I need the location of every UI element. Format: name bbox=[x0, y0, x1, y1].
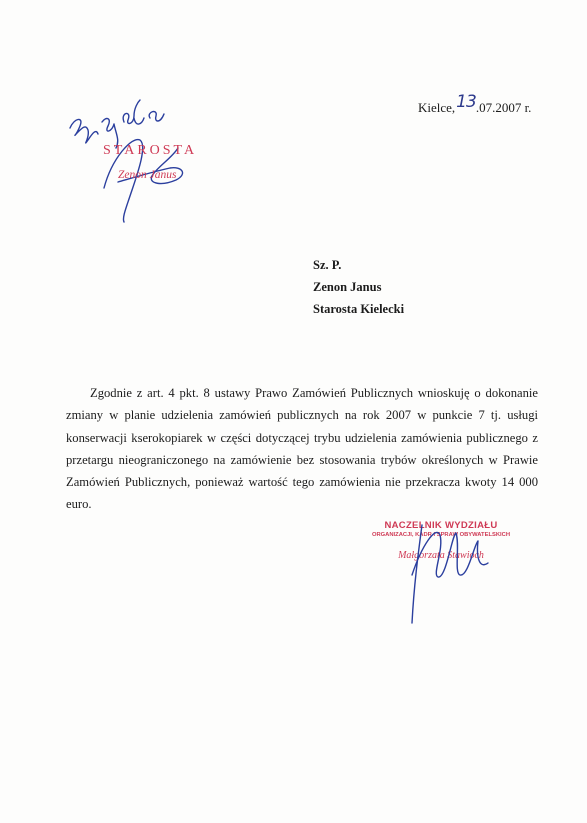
place-and-date bbox=[418, 92, 532, 117]
recipient-salutation: Sz. P. bbox=[313, 258, 342, 272]
recipient-title: Starosta Kielecki bbox=[313, 302, 405, 316]
place: Kielce, bbox=[418, 100, 456, 115]
date-rest: .07.2007 r. bbox=[475, 100, 532, 115]
starosta-stamp-holder: Zenon Janus bbox=[118, 169, 177, 181]
starosta-stamp-office: STAROSTA bbox=[103, 143, 198, 158]
recipient-name: Zenon Janus bbox=[313, 280, 382, 294]
department-stamp-title: NACZELNIK WYDZIAŁU bbox=[384, 520, 498, 531]
starosta-stamp bbox=[103, 143, 223, 181]
department-stamp-name: Małgorzata Stawioch bbox=[398, 550, 484, 561]
body-paragraph: Zgodnie z art. 4 pkt. 8 ustawy Prawo Zamówień Publicznych wnioskuję o dokonanie zmiany w planie udzielenia zamówień publicznych na rok 2007 w punkcie 7 tj. usługi konserwacji kserokopiarek w części dotyczącej trybu udzielenia zamówienia publicznego z przetargu nieograniczonego na zamówienie bez stosowania trybów określonych w Prawie Zamówień Publicznych, ponieważ wartość tego zamówienia nie przekracza kwoty 14 000 euro. bbox=[66, 386, 538, 512]
recipient-block bbox=[313, 254, 404, 320]
handwritten-day: 13 bbox=[456, 92, 476, 112]
department-stamp-subtitle: ORGANIZACJI, KADR I SPRAW OBYWATELSKICH bbox=[371, 532, 511, 538]
department-stamp bbox=[366, 520, 516, 561]
